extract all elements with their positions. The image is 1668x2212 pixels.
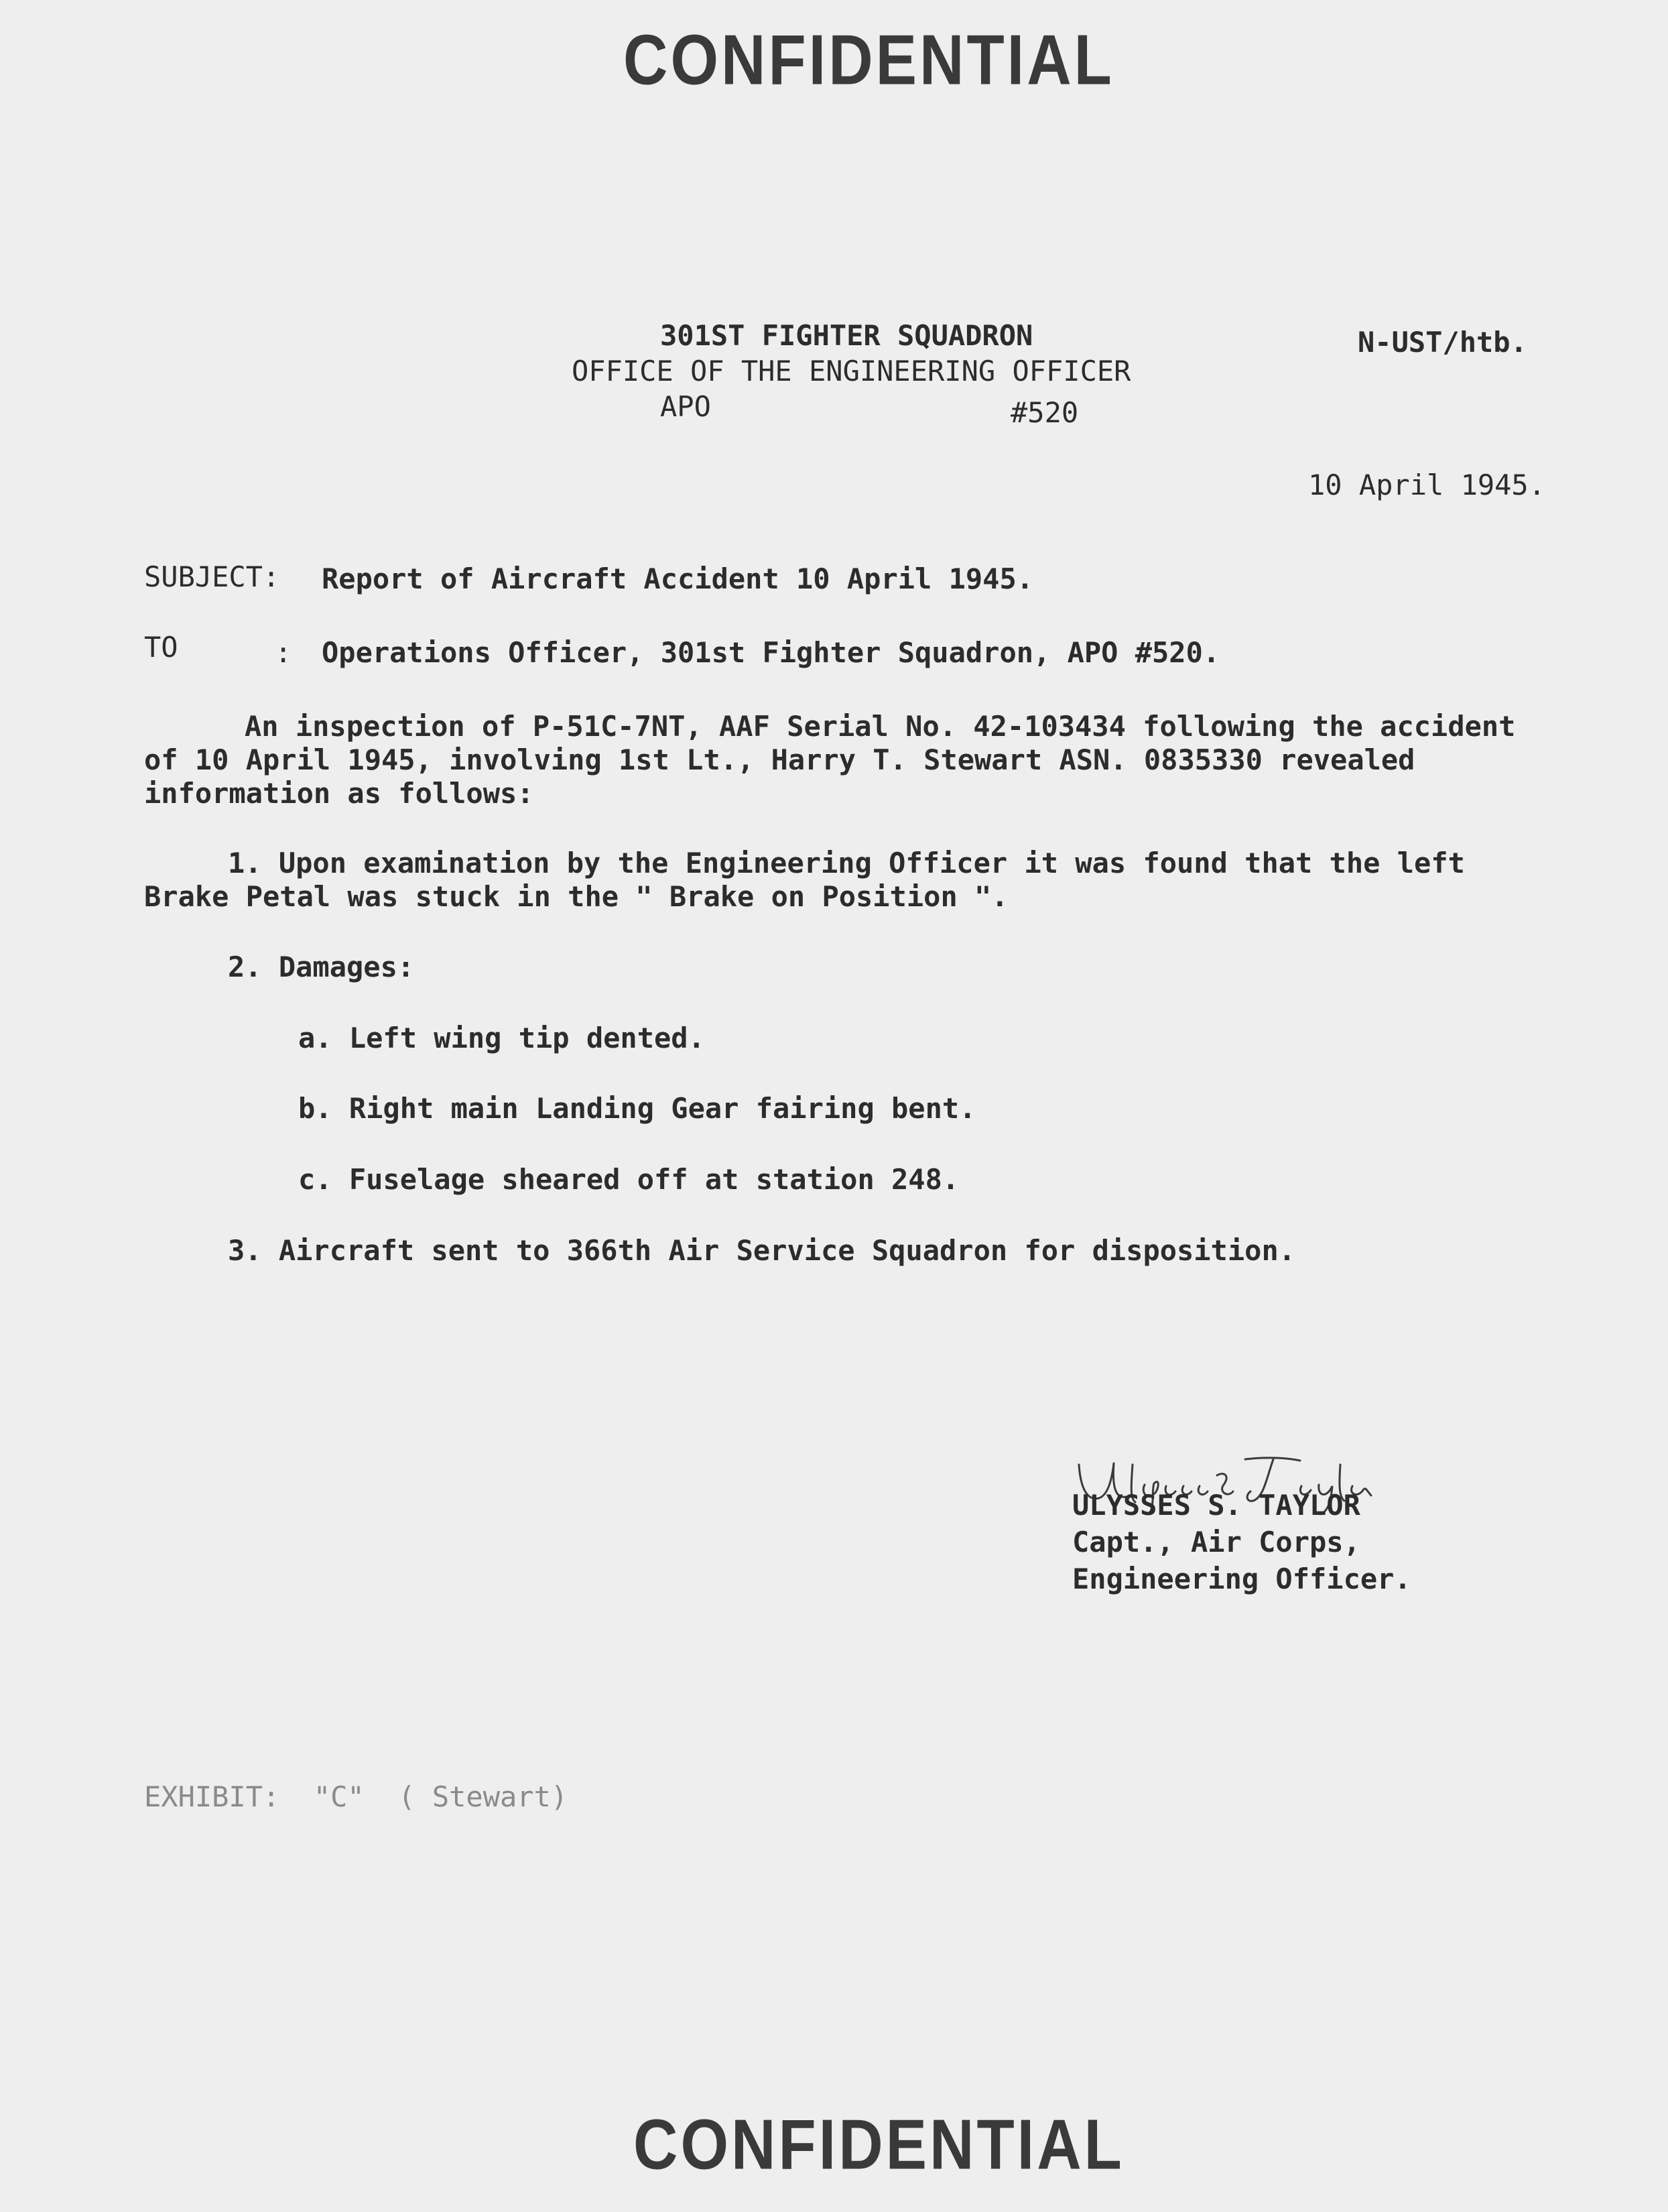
office-name: OFFICE OF THE ENGINEERING OFFICER — [572, 355, 1131, 387]
letter-date: 10 April 1945. — [1308, 469, 1546, 501]
item-2c: c. Fuselage sheared off at station 248. — [298, 1163, 960, 1196]
signatory-rank: Capt., Air Corps, — [1072, 1526, 1360, 1558]
item-1-line-2: Brake Petal was stuck in the " Brake on Position ". — [144, 880, 1009, 913]
subject-label: SUBJECT: — [144, 560, 280, 593]
item-2a: a. Left wing tip dented. — [298, 1022, 705, 1054]
intro-line-3: information as follows: — [144, 777, 534, 810]
reference-code: N-UST/htb. — [1358, 326, 1527, 359]
intro-line-2: of 10 April 1945, involving 1st Lt., Harry T. Stewart ASN. 0835330 revealed — [144, 743, 1415, 776]
unit-name: 301ST FIGHTER SQUADRON — [660, 319, 1033, 352]
classification-stamp-bottom: CONFIDENTIAL — [633, 2105, 1125, 2185]
item-2-heading: 2. Damages: — [228, 950, 415, 983]
signatory-title: Engineering Officer. — [1072, 1562, 1411, 1595]
to-text: Operations Officer, 301st Fighter Squadron, APO #520. — [322, 636, 1220, 669]
classification-stamp-top: CONFIDENTIAL — [623, 21, 1114, 100]
apo-number: #520 — [1011, 396, 1079, 429]
signatory-name: ULYSSES S. TAYLOR — [1072, 1489, 1360, 1522]
item-1-line-1: 1. Upon examination by the Engineering Officer it was found that the left — [228, 847, 1465, 879]
subject-text: Report of Aircraft Accident 10 April 1945. — [322, 562, 1034, 595]
to-label: TO — [144, 631, 178, 664]
exhibit-label: EXHIBIT: "C" ( Stewart) — [144, 1780, 568, 1813]
to-colon: : — [275, 636, 292, 669]
apo-label: APO — [660, 390, 711, 423]
intro-line-1: An inspection of P-51C-7NT, AAF Serial No. 42-103434 following the accident — [245, 710, 1516, 743]
item-3: 3. Aircraft sent to 366th Air Service Squadron for disposition. — [228, 1234, 1296, 1267]
item-2b: b. Right main Landing Gear fairing bent. — [298, 1092, 976, 1125]
